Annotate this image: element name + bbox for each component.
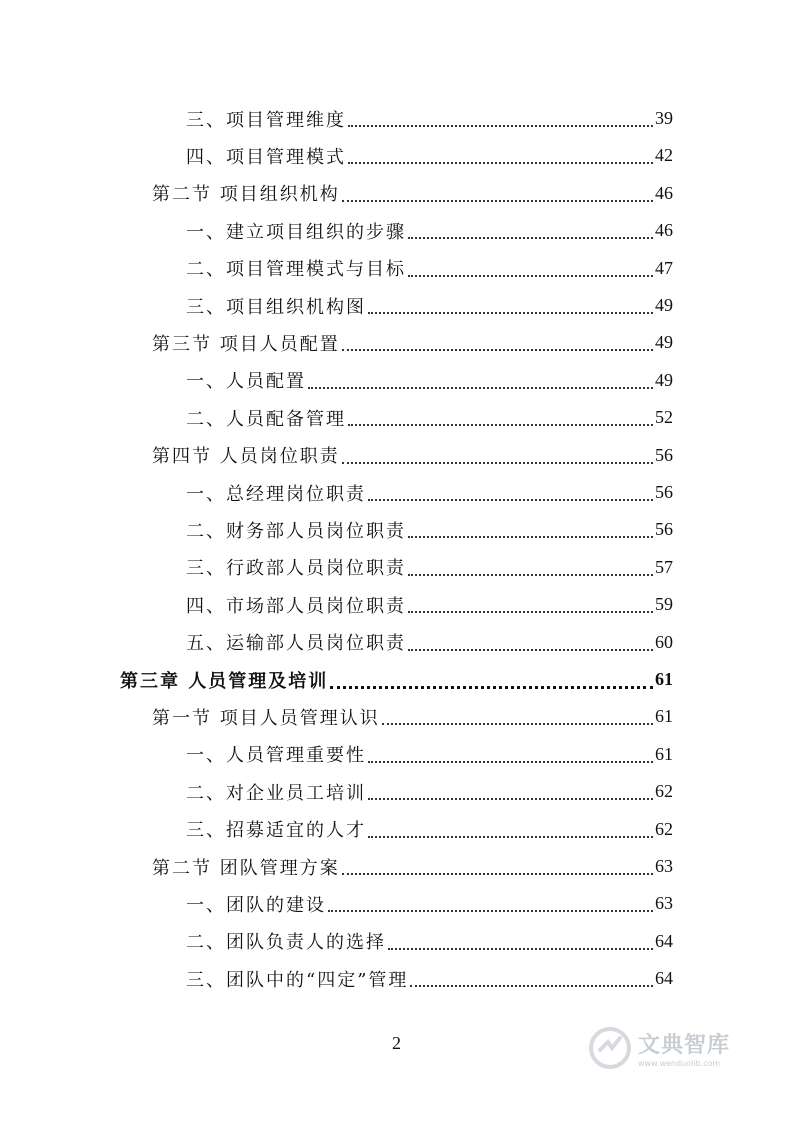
toc-entry-title: 第二节 团队管理方案	[152, 857, 340, 879]
toc-section-entry[interactable]	[152, 175, 673, 212]
toc-entry-page: 49	[655, 332, 673, 353]
toc-entry-title: 一、团队的建设	[186, 894, 326, 916]
toc-dot-leader	[348, 423, 653, 426]
toc-entry-title: 五、运输部人员岗位职责	[186, 633, 406, 655]
toc-entry-title: 四、市场部人员岗位职责	[186, 595, 406, 617]
toc-entry-title: 第四节 人员岗位职责	[152, 446, 340, 468]
toc-subsection-entry[interactable]	[186, 736, 673, 773]
toc-entry-page: 46	[655, 182, 673, 203]
toc-entry-title: 三、项目管理维度	[186, 109, 346, 131]
toc-subsection-entry[interactable]	[186, 474, 673, 511]
toc-section-entry[interactable]	[152, 698, 673, 735]
toc-entry-title: 第一节 项目人员管理认识	[152, 707, 380, 729]
toc-entry-page: 49	[655, 295, 673, 315]
toc-entry-page: 49	[655, 369, 673, 390]
toc-subsection-entry[interactable]	[186, 811, 673, 848]
toc-subsection-entry[interactable]	[186, 137, 673, 174]
toc-entry-page: 64	[655, 968, 673, 989]
toc-entry-page: 62	[655, 781, 673, 802]
toc-dot-leader	[330, 685, 653, 689]
toc-entry-page: 47	[655, 257, 673, 278]
toc-subsection-entry[interactable]	[186, 773, 673, 810]
toc-dot-leader	[410, 984, 653, 987]
toc-dot-leader	[342, 872, 653, 875]
page-number: 2	[392, 1033, 401, 1053]
toc-entry-title: 三、行政部人员岗位职责	[186, 558, 406, 580]
toc-entry-title: 第三节 项目人员配置	[152, 333, 340, 355]
toc-section-entry[interactable]	[152, 324, 673, 361]
toc-dot-leader	[408, 535, 653, 538]
toc-dot-leader	[408, 610, 653, 613]
toc-subsection-entry[interactable]	[186, 923, 673, 960]
toc-entry-page: 63	[655, 893, 673, 914]
toc-entry-page: 42	[655, 145, 673, 166]
toc-dot-leader	[368, 760, 653, 763]
toc-dot-leader	[382, 722, 653, 725]
toc-subsection-entry[interactable]	[186, 212, 673, 249]
toc-subsection-entry[interactable]	[186, 586, 673, 623]
toc-entry-page: 39	[655, 108, 673, 128]
toc-dot-leader	[408, 236, 653, 239]
toc-entry-page: 56	[655, 444, 673, 465]
toc-entry-title: 二、团队负责人的选择	[186, 932, 386, 954]
toc-dot-leader	[408, 648, 653, 651]
toc-subsection-entry[interactable]	[186, 549, 673, 586]
toc-entry-title: 一、人员管理重要性	[186, 745, 366, 767]
toc-entry-title: 三、项目组织机构图	[186, 296, 366, 318]
toc-entry-page: 61	[655, 706, 673, 727]
toc-entry-title: 一、人员配置	[186, 371, 306, 393]
toc-dot-leader	[342, 348, 653, 351]
toc-entry-title: 三、团队中的“四定”管理	[186, 969, 409, 991]
toc-entry-page: 60	[655, 631, 673, 652]
toc-section-entry[interactable]	[152, 437, 673, 474]
toc-subsection-entry[interactable]	[186, 399, 673, 436]
toc-dot-leader	[348, 124, 653, 127]
toc-entry-page: 64	[655, 930, 673, 951]
toc-subsection-entry[interactable]	[186, 511, 673, 548]
toc-dot-leader	[368, 797, 653, 800]
toc-subsection-entry[interactable]	[186, 287, 673, 324]
toc-entry-title: 二、财务部人员岗位职责	[186, 520, 406, 542]
toc-entry-page: 59	[655, 594, 673, 615]
watermark-name: 文典智库	[638, 1033, 731, 1058]
toc-entry-title: 三、招募适宜的人才	[186, 820, 366, 842]
toc-subsection-entry[interactable]	[186, 624, 673, 661]
toc-entry-page: 56	[655, 519, 673, 540]
toc-dot-leader	[368, 835, 653, 838]
toc-entry-page: 52	[655, 407, 673, 428]
toc-entry-title: 四、项目管理模式	[186, 146, 346, 168]
toc-dot-leader	[388, 947, 653, 950]
toc-subsection-entry[interactable]	[186, 362, 673, 399]
toc-entry-page: 62	[655, 818, 673, 839]
toc-entry-page: 57	[655, 556, 673, 577]
toc-dot-leader	[408, 573, 653, 576]
toc-entry-page: 63	[655, 856, 673, 876]
toc-dot-leader	[342, 461, 653, 464]
toc-entry-title: 一、建立项目组织的步骤	[186, 221, 406, 243]
toc-entry-title: 第二节 项目组织机构	[152, 184, 340, 206]
watermark-url: www.wenduolib.com	[638, 1059, 721, 1068]
watermark-logo-icon	[588, 1026, 632, 1070]
toc-chapter-entry[interactable]	[120, 661, 673, 698]
toc-dot-leader	[368, 311, 653, 314]
toc-entry-page: 46	[655, 220, 673, 241]
toc-dot-leader	[308, 386, 653, 389]
toc-dot-leader	[348, 161, 653, 164]
toc-dot-leader	[408, 274, 653, 277]
toc-dot-leader	[368, 498, 653, 501]
toc-subsection-entry[interactable]	[186, 250, 673, 287]
toc-subsection-entry[interactable]	[186, 885, 673, 922]
toc-entry-title: 一、总经理岗位职责	[186, 483, 366, 505]
toc-entry-page: 61	[655, 669, 673, 689]
watermark	[588, 1018, 758, 1078]
toc-subsection-entry[interactable]	[186, 100, 673, 137]
toc-entry-title: 二、对企业员工培训	[186, 782, 366, 804]
toc-subsection-entry[interactable]	[186, 960, 673, 997]
toc-dot-leader	[328, 909, 653, 912]
toc-entry-page: 56	[655, 482, 673, 502]
toc-section-entry[interactable]	[152, 848, 673, 885]
toc-entry-page: 61	[655, 743, 673, 764]
toc-entry-title: 第三章 人员管理及培训	[120, 670, 329, 692]
toc-entry-title: 二、项目管理模式与目标	[186, 259, 406, 281]
toc-entry-title: 二、人员配备管理	[186, 408, 346, 430]
toc-dot-leader	[342, 199, 653, 202]
